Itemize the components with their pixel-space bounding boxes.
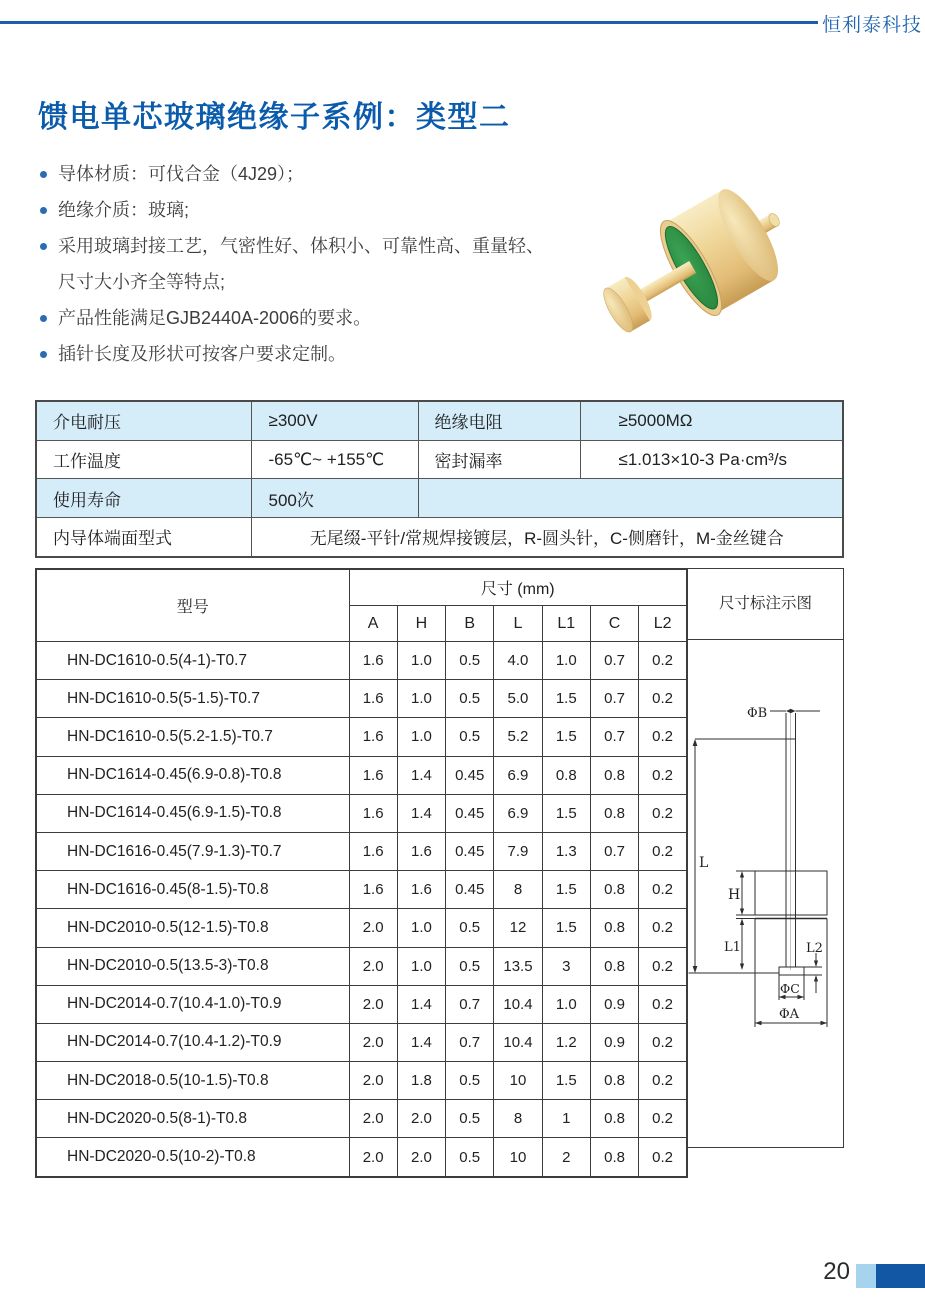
dim-value-cell: 1.5 xyxy=(542,794,590,832)
dim-column-header: C xyxy=(590,606,638,642)
dim-value-cell: 0.2 xyxy=(639,1023,687,1061)
feature-list-item xyxy=(40,158,580,194)
dim-value-cell: 2.0 xyxy=(397,1138,445,1177)
dim-value-cell: 1.4 xyxy=(397,985,445,1023)
model-cell: HN-DC1610-0.5(5-1.5)-T0.7 xyxy=(36,680,349,718)
brand-logo-text: 恒利泰科技 xyxy=(822,15,923,36)
diagram-label-phiA: ΦA xyxy=(779,1007,800,1022)
dim-value-cell: 2.0 xyxy=(349,985,397,1023)
spec-label: 内导体端面型式 xyxy=(36,518,251,557)
feature-text: 采用玻璃封接工艺，气密性好、体积小、可靠性高、重量轻、 xyxy=(58,236,544,256)
table-row xyxy=(36,1023,687,1061)
dimension-diagram xyxy=(688,640,841,1146)
dim-value-cell: 0.2 xyxy=(639,947,687,985)
header-divider xyxy=(0,21,818,24)
bullet-dot-icon xyxy=(40,315,47,322)
table-row xyxy=(36,1062,687,1100)
table-row xyxy=(36,871,687,909)
table-row xyxy=(36,642,687,680)
model-cell: HN-DC2014-0.7(10.4-1.2)-T0.9 xyxy=(36,1023,349,1061)
dim-value-cell: 1.5 xyxy=(542,871,590,909)
dimensions-table xyxy=(35,568,688,1178)
feature-list-item xyxy=(40,194,580,230)
dim-value-cell: 0.7 xyxy=(590,680,638,718)
dim-value-cell: 0.5 xyxy=(446,718,494,756)
dim-value-cell: 6.9 xyxy=(494,756,542,794)
dim-value-cell: 1.5 xyxy=(542,1062,590,1100)
page-number: 20 xyxy=(823,1258,850,1285)
spec-row xyxy=(36,440,843,479)
product-3d-image xyxy=(570,160,890,370)
dim-value-cell: 1.4 xyxy=(397,756,445,794)
bullet-dot-icon xyxy=(40,171,47,178)
size-group-header: 尺寸 (mm) xyxy=(349,569,687,606)
feature-text: 导体材质：可伐合金（4J29）； xyxy=(58,164,305,184)
dim-column-header: H xyxy=(397,606,445,642)
dim-value-cell: 0.2 xyxy=(639,794,687,832)
dim-value-cell: 2.0 xyxy=(349,1100,397,1138)
dim-value-cell: 0.5 xyxy=(446,642,494,680)
spec-label: 介电耐压 xyxy=(36,401,251,440)
dim-value-cell: 0.45 xyxy=(446,871,494,909)
dim-value-cell: 0.5 xyxy=(446,947,494,985)
spec-row xyxy=(36,518,843,557)
dim-value-cell: 2 xyxy=(542,1138,590,1177)
feature-text: 插针长度及形状可按客户要求定制。 xyxy=(58,344,346,364)
dim-value-cell: 2.0 xyxy=(349,947,397,985)
model-cell: HN-DC1614-0.45(6.9-0.8)-T0.8 xyxy=(36,756,349,794)
dim-value-cell: 0.7 xyxy=(446,1023,494,1061)
feature-text: 产品性能满足GJB2440A-2006的要求。 xyxy=(58,308,372,328)
table-row xyxy=(36,985,687,1023)
model-column-header: 型号 xyxy=(36,569,349,642)
diagram-label-L: L xyxy=(699,855,709,871)
table-row xyxy=(36,680,687,718)
dim-value-cell: 0.5 xyxy=(446,1100,494,1138)
spec-label: 密封漏率 xyxy=(418,440,580,479)
model-cell: HN-DC2014-0.7(10.4-1.0)-T0.9 xyxy=(36,985,349,1023)
feature-list-item xyxy=(40,230,580,266)
dim-value-cell: 0.7 xyxy=(590,642,638,680)
dim-value-cell: 0.8 xyxy=(590,909,638,947)
dim-column-header: L xyxy=(494,606,542,642)
dim-value-cell: 0.5 xyxy=(446,680,494,718)
dim-value-cell: 10 xyxy=(494,1138,542,1177)
spec-value: -65℃~ +155℃ xyxy=(251,440,418,479)
diagram-header: 尺寸标注示图 xyxy=(688,569,843,640)
dim-value-cell: 6.9 xyxy=(494,794,542,832)
dim-value-cell: 0.2 xyxy=(639,1100,687,1138)
page-title: 馈电单芯玻璃绝缘子系例：类型二 xyxy=(38,101,511,134)
dim-value-cell: 0.45 xyxy=(446,756,494,794)
model-cell: HN-DC2010-0.5(13.5-3)-T0.8 xyxy=(36,947,349,985)
dim-value-cell: 1.5 xyxy=(542,718,590,756)
diagram-label-phiB: ΦB xyxy=(747,706,768,721)
spec-label: 绝缘电阻 xyxy=(418,401,580,440)
feature-list xyxy=(40,158,580,374)
dim-value-cell: 2.0 xyxy=(349,909,397,947)
dim-value-cell: 1.0 xyxy=(542,642,590,680)
spec-value: 无尾缀-平针/常规焊接镀层，R-圆头针，C-侧磨针，M-金丝键合 xyxy=(251,518,843,557)
model-cell: HN-DC1616-0.45(8-1.5)-T0.8 xyxy=(36,871,349,909)
model-cell: HN-DC2018-0.5(10-1.5)-T0.8 xyxy=(36,1062,349,1100)
table-row xyxy=(36,909,687,947)
spec-empty-cell xyxy=(418,479,843,518)
dim-value-cell: 2.0 xyxy=(349,1138,397,1177)
footer-accent-light xyxy=(856,1264,876,1288)
dim-value-cell: 1.4 xyxy=(397,794,445,832)
dim-value-cell: 0.2 xyxy=(639,871,687,909)
spec-table xyxy=(35,400,844,558)
dim-value-cell: 5.0 xyxy=(494,680,542,718)
dim-value-cell: 1.0 xyxy=(542,985,590,1023)
dimension-diagram-panel xyxy=(688,568,844,1148)
dim-value-cell: 1.5 xyxy=(542,909,590,947)
dim-value-cell: 1.6 xyxy=(397,871,445,909)
model-cell: HN-DC2010-0.5(12-1.5)-T0.8 xyxy=(36,909,349,947)
spec-label: 使用寿命 xyxy=(36,479,251,518)
footer-accent-dark xyxy=(876,1264,925,1288)
dim-value-cell: 0.7 xyxy=(590,718,638,756)
dim-value-cell: 0.2 xyxy=(639,718,687,756)
model-cell: HN-DC2020-0.5(10-2)-T0.8 xyxy=(36,1138,349,1177)
dim-value-cell: 8 xyxy=(494,1100,542,1138)
table-row xyxy=(36,832,687,870)
dim-value-cell: 0.8 xyxy=(590,1138,638,1177)
dim-value-cell: 1.0 xyxy=(397,909,445,947)
dim-value-cell: 0.8 xyxy=(590,871,638,909)
dim-value-cell: 1.6 xyxy=(397,832,445,870)
model-cell: HN-DC1610-0.5(5.2-1.5)-T0.7 xyxy=(36,718,349,756)
table-row xyxy=(36,756,687,794)
dim-value-cell: 7.9 xyxy=(494,832,542,870)
dim-column-header: L2 xyxy=(639,606,687,642)
dim-value-cell: 0.8 xyxy=(590,756,638,794)
dim-value-cell: 2.0 xyxy=(397,1100,445,1138)
dim-value-cell: 1.6 xyxy=(349,642,397,680)
spec-value: ≥300V xyxy=(251,401,418,440)
dim-column-header: B xyxy=(446,606,494,642)
dim-value-cell: 3 xyxy=(542,947,590,985)
table-row xyxy=(36,1138,687,1177)
dim-value-cell: 0.5 xyxy=(446,1138,494,1177)
dim-value-cell: 0.45 xyxy=(446,794,494,832)
dim-value-cell: 1.0 xyxy=(397,642,445,680)
dim-value-cell: 0.2 xyxy=(639,832,687,870)
dim-value-cell: 1.0 xyxy=(397,680,445,718)
table-row xyxy=(36,718,687,756)
dim-value-cell: 1.2 xyxy=(542,1023,590,1061)
diagram-label-H: H xyxy=(728,887,741,903)
spec-value: ≥5000MΩ xyxy=(580,401,843,440)
dim-value-cell: 1.5 xyxy=(542,680,590,718)
dim-value-cell: 4.0 xyxy=(494,642,542,680)
table-row xyxy=(36,794,687,832)
dim-value-cell: 1.3 xyxy=(542,832,590,870)
dim-value-cell: 0.7 xyxy=(590,832,638,870)
dim-value-cell: 0.7 xyxy=(446,985,494,1023)
diagram-label-L2: L2 xyxy=(806,941,823,956)
dim-value-cell: 1.4 xyxy=(397,1023,445,1061)
feature-list-item xyxy=(40,266,580,302)
dim-value-cell: 2.0 xyxy=(349,1023,397,1061)
dim-value-cell: 0.8 xyxy=(590,1100,638,1138)
model-cell: HN-DC1616-0.45(7.9-1.3)-T0.7 xyxy=(36,832,349,870)
spec-row xyxy=(36,401,843,440)
dim-value-cell: 0.5 xyxy=(446,909,494,947)
dim-value-cell: 0.45 xyxy=(446,832,494,870)
dim-value-cell: 0.2 xyxy=(639,909,687,947)
dim-value-cell: 1.8 xyxy=(397,1062,445,1100)
dim-value-cell: 0.2 xyxy=(639,756,687,794)
dim-value-cell: 1.6 xyxy=(349,871,397,909)
dim-value-cell: 10.4 xyxy=(494,985,542,1023)
dim-value-cell: 10.4 xyxy=(494,1023,542,1061)
diagram-label-phiC: ΦC xyxy=(780,981,800,996)
dim-value-cell: 0.8 xyxy=(542,756,590,794)
table-row xyxy=(36,947,687,985)
dim-value-cell: 0.2 xyxy=(639,1138,687,1177)
spec-row xyxy=(36,479,843,518)
feature-list-item xyxy=(40,302,580,338)
feature-text: 绝缘介质：玻璃; xyxy=(58,200,190,220)
diagram-label-L1: L1 xyxy=(724,940,741,955)
dim-value-cell: 0.9 xyxy=(590,985,638,1023)
table-row xyxy=(36,1100,687,1138)
dim-value-cell: 0.5 xyxy=(446,1062,494,1100)
dim-value-cell: 10 xyxy=(494,1062,542,1100)
feature-text: 尺寸大小齐全等特点; xyxy=(58,272,226,292)
dim-value-cell: 8 xyxy=(494,871,542,909)
dim-value-cell: 1.0 xyxy=(397,718,445,756)
dim-value-cell: 0.2 xyxy=(639,985,687,1023)
dim-value-cell: 0.8 xyxy=(590,794,638,832)
dim-value-cell: 1.6 xyxy=(349,832,397,870)
model-cell: HN-DC1614-0.45(6.9-1.5)-T0.8 xyxy=(36,794,349,832)
model-cell: HN-DC2020-0.5(8-1)-T0.8 xyxy=(36,1100,349,1138)
bullet-dot-icon xyxy=(40,351,47,358)
dim-column-header: L1 xyxy=(542,606,590,642)
spec-label: 工作温度 xyxy=(36,440,251,479)
dim-value-cell: 0.8 xyxy=(590,947,638,985)
dim-value-cell: 5.2 xyxy=(494,718,542,756)
dim-value-cell: 0.2 xyxy=(639,1062,687,1100)
bullet-dot-icon xyxy=(40,207,47,214)
dim-value-cell: 0.9 xyxy=(590,1023,638,1061)
dim-value-cell: 13.5 xyxy=(494,947,542,985)
dim-value-cell: 0.2 xyxy=(639,680,687,718)
spec-value: 500次 xyxy=(251,479,418,518)
dim-value-cell: 2.0 xyxy=(349,1062,397,1100)
dim-value-cell: 1.6 xyxy=(349,756,397,794)
model-cell: HN-DC1610-0.5(4-1)-T0.7 xyxy=(36,642,349,680)
dims-header-row xyxy=(36,569,687,606)
spec-value: ≤1.013×10-3 Pa·cm³/s xyxy=(580,440,843,479)
dim-value-cell: 0.8 xyxy=(590,1062,638,1100)
dim-value-cell: 1 xyxy=(542,1100,590,1138)
dim-column-header: A xyxy=(349,606,397,642)
dim-value-cell: 1.6 xyxy=(349,718,397,756)
bullet-dot-icon xyxy=(40,243,47,250)
dim-value-cell: 1.6 xyxy=(349,680,397,718)
dim-value-cell: 1.0 xyxy=(397,947,445,985)
dim-value-cell: 12 xyxy=(494,909,542,947)
feature-list-item xyxy=(40,338,580,374)
dim-value-cell: 1.6 xyxy=(349,794,397,832)
dim-value-cell: 0.2 xyxy=(639,642,687,680)
